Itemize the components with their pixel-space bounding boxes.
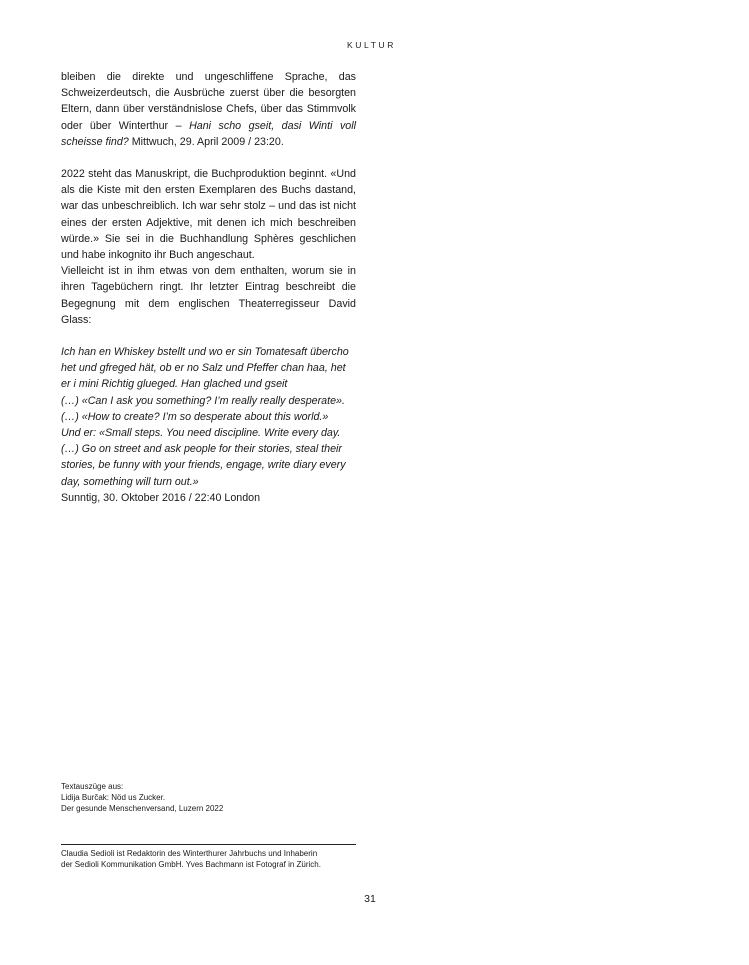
footnote-divider (61, 844, 356, 845)
diary-line: Und er: «Small steps. You need discipline. Write every day. (61, 427, 341, 440)
credit-line: Claudia Sedioli ist Redaktorin des Winterthurer Jahrbuchs und Inhaberin (61, 849, 318, 858)
paragraph-2: 2022 steht das Manuskript, die Buchproduktion beginnt. «Und als die Kiste mit den ersten Exemplaren des Buchs dastand, war das unbeschreiblich. Ich war sehr stolz – und das ist nicht eines der ersten Adjektive, mit denen ich mich beschreiben würde.» Sie sei in die Buchhandlung Sphères geschlichen und habe inkognito ihr Buch angeschaut. (61, 168, 356, 262)
page-number: 31 (364, 893, 376, 905)
credit-line: der Sedioli Kommunikation GmbH. Yves Bachmann ist Fotograf in Zürich. (61, 860, 321, 869)
article-body (61, 69, 356, 506)
diary-line: (…) «How to create? I’m so desperate about this world.» (61, 410, 329, 423)
diary-line: (…) Go on street and ask people for their stories, steal their stories, be funny with your friends, engage, write diary every day, something will turn out.» (61, 443, 346, 488)
author-credit (61, 848, 361, 870)
diary-date-2: Sunntig, 30. Oktober 2016 / 22:40 London (61, 491, 261, 504)
dialect-quote: Hani scho gseit, dasi Winti voll scheisse find? (61, 119, 356, 148)
source-label: Textauszüge aus: (61, 782, 124, 791)
diary-excerpt (61, 344, 356, 506)
paragraph-1-text: bleiben die direkte und ungeschliffene Sprache, das Schweizerdeutsch, die Ausbrüche zuerst über die besorgten Eltern, dann über verständnislose Chefs, über das Stimmvolk oder über Winterthur – (61, 71, 356, 132)
section-header: KULTUR (347, 40, 396, 50)
diary-date-1: Mittwuch, 29. April 2009 / 23:20. (128, 135, 284, 148)
paragraph-1 (61, 69, 356, 150)
source-title: Lidija Burčak: Nöd us Zucker. (61, 793, 166, 802)
diary-line: (…) «Can I ask you something? I’m really really desperate». (61, 394, 345, 407)
source-publisher: Der gesunde Menschenversand, Luzern 2022 (61, 804, 224, 813)
diary-line: Ich han en Whiskey bstellt und wo er sin Tomatesaft übercho het und gfreged hät, ob er no Salz und Pfeffer chan haa, het er i mini Richtig glueged. Han glached und gseit (61, 346, 349, 391)
paragraph-3: Vielleicht ist in ihm etwas von dem enthalten, worum sie in ihren Tagebüchern ringt. Ihr letzter Eintrag beschreibt die Begegnung mit dem englischen Theaterregisseur David Glass: (61, 265, 356, 326)
source-footnote (61, 781, 361, 814)
